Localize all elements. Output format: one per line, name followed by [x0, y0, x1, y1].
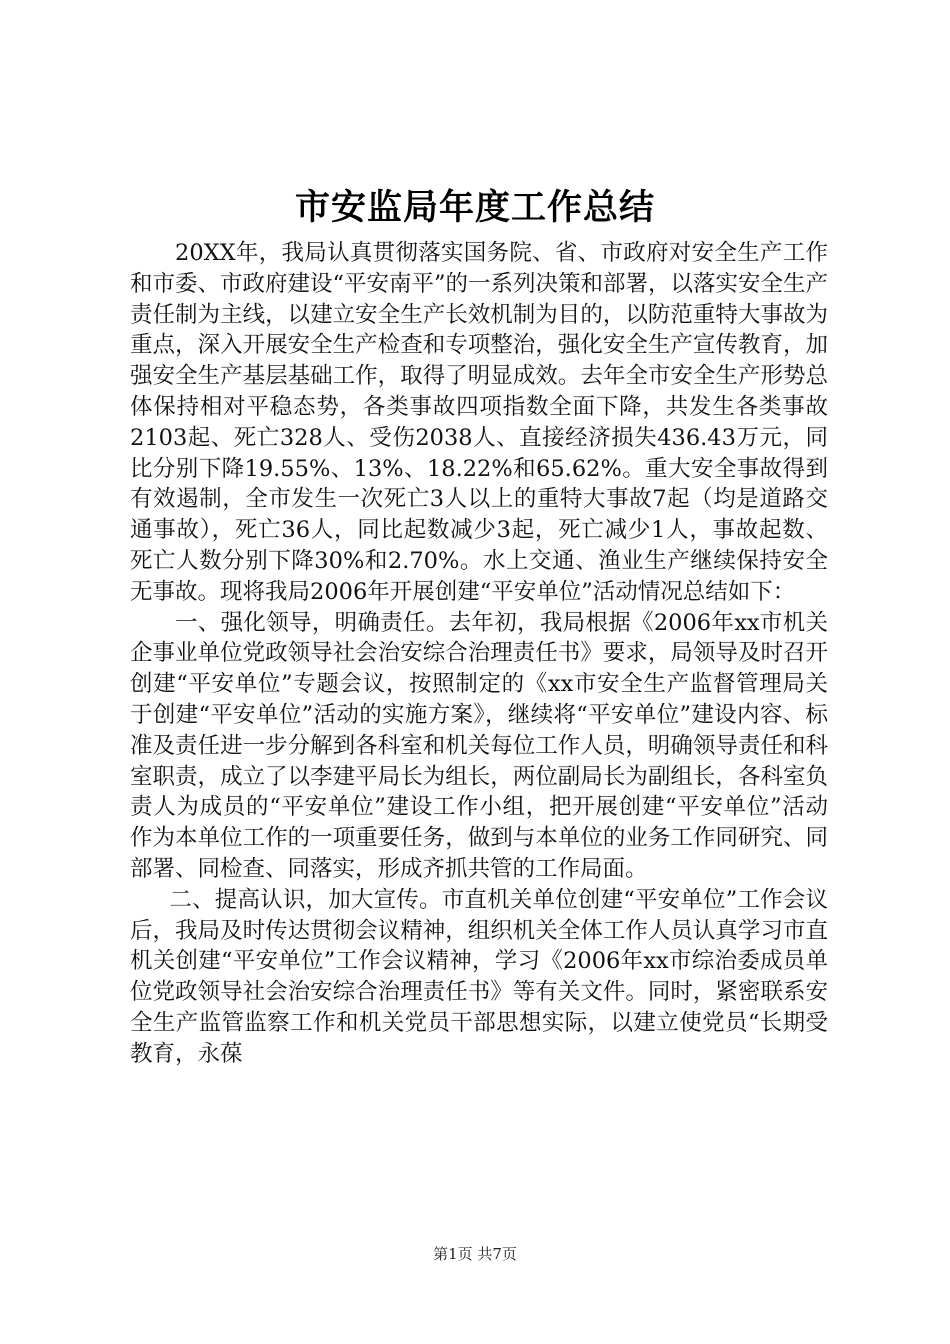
paragraph-intro: 20XX年，我局认真贯彻落实国务院、省、市政府对安全生产工作和市委、市政府建设“平安南平”的一系列决策和部署，以落实安全生产责任制为主线，以建立安全生产长效机制为目的，以防范重特大事故为重点，深入开展安全生产检查和专项整治，强化安全生产宣传教育，加强安全生产基层基础工作，取得了明显成效。去年全市安全生产形势总体保持相对平稳态势，各类事故四项指数全面下降，共发生各类事故2103起、死亡328人、受伤2038人、直接经济损失436.43万元，同比分别下降19.55%、13%、18.22%和65.62%。重大安全事故得到有效遏制，全市发生一次死亡3人以上的重特大事故7起（均是道路交通事故），死亡36人，同比起数减少3起，死亡减少1人，事故起数、死亡人数分别下降30%和2.70%。水上交通、渔业生产继续保持安全无事故。现将我局2006年开展创建“平安单位”活动情况总结如下： [130, 240, 829, 605]
page-number-footer: 第1页 共7页 [433, 1245, 517, 1263]
document-body [130, 238, 828, 1070]
document-title: 市安监局年度工作总结 [294, 187, 655, 228]
paragraph-section-2: 二、提高认识，加大宣传。市直机关单位创建“平安单位”工作会议后，我局及时传达贯彻会议精神，组织机关全体工作人员认真学习市直机关创建“平安单位”工作会议精神，学习《2006年xx市综治委成员单位党政领导社会治安综合治理责任书》等有关文件。同时，紧密联系安全生产监管监察工作和机关党员干部思想实际，以建立使党员“长期受教育，永葆 [130, 886, 828, 1067]
paragraph-section-1: 一、强化领导，明确责任。去年初，我局根据《2006年xx市机关企事业单位党政领导社会治安综合治理责任书》要求，局领导及时召开创建“平安单位”专题会议，按照制定的《xx市安全生产监督管理局关于创建“平安单位”活动的实施方案》，继续将“平安单位”建设内容、标准及责任进一步分解到各科室和机关每位工作人员，明确领导责任和科室职责，成立了以李建平局长为组长，两位副局长为副组长，各科室负责人为成员的“平安单位”建设工作小组，把开展创建“平安单位”活动作为本单位工作的一项重要任务，做到与本单位的业务工作同研究、同部署、同检查、同落实，形成齐抓共管的工作局面。 [130, 609, 828, 882]
